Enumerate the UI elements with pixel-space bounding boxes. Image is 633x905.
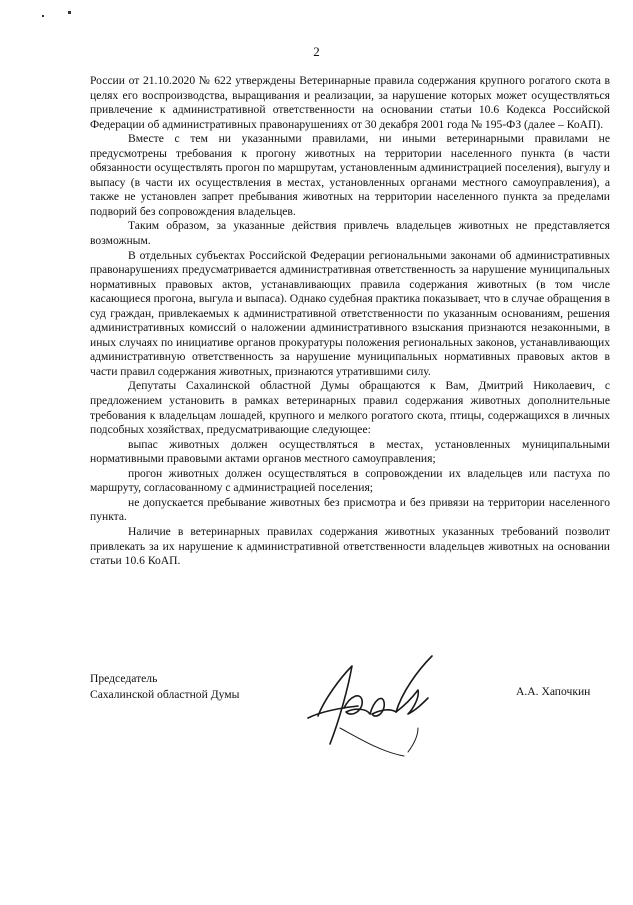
paragraph: Наличие в ветеринарных правилах содержания животных указанных требований позволит привлекать за их нарушение к административной ответственности владельцев животных на основании статьи 10.6 КоАП. <box>90 524 610 568</box>
letter-body <box>90 74 610 569</box>
paragraph: России от 21.10.2020 № 622 утверждены Ветеринарные правила содержания крупного рогатого скота в целях его воспроизводства, выращивания и реализации, за нарушение которых может осуществляться привлечение к административной ответственности на основании статьи 10.6 Кодекса Российской Федерации об административных правонарушениях от 30 декабря 2001 года № 195-ФЗ (далее – КоАП). <box>90 74 610 131</box>
paragraph: Таким образом, за указанные действия привлечь владельцев животных не представляется возможным. <box>90 219 610 248</box>
scan-speck <box>42 15 44 17</box>
paragraph: Вместе с тем ни указанными правилами, ни иными ветеринарными правилами не предусмотрены требования к прогону животных на территории населенного пункта (в части обязанности осуществлять прогон по маршрутам, установленным администрацией поселения), выгулу и выпасу (в части их осуществления в местах, установленных органами местного самоуправления), а также не установлен запрет пребывания животных на территории населенного пункта за пределами подворий без сопровождения владельцев. <box>90 132 610 218</box>
paragraph: В отдельных субъектах Российской Федерации региональными законами об административных правонарушениях предусматривается административная ответственность за нарушение муниципальных нормативных правовых актов, устанавливающих правила содержания животных (в том числе касающиеся прогона, выгула и выпаса). Однако судебная практика показывает, что в случае обращения в суд граждан, привлекаемых к административной ответственности по указанным основаниям, решения административных комиссий о наложении административного взыскания признаются незаконными, в иных случаях по инициативе органов прокуратуры положения региональных законов, устанавливающих административную ответственность за нарушение муниципальных нормативных правовых актов в части правил содержания животных, признаются утратившими силу. <box>90 248 610 378</box>
list-item: прогон животных должен осуществляться в сопровождении их владельцев или пастуха по маршруту, согласованному с администрацией поселения; <box>90 466 610 495</box>
list-item: не допускается пребывание животных без присмотра и без привязи на территории населенного пункта. <box>90 495 610 524</box>
signatory-title <box>90 671 239 702</box>
signatory-position: Председатель <box>90 672 158 685</box>
scan-speck <box>68 11 71 14</box>
page-number: 2 <box>313 44 320 59</box>
list-item: выпас животных должен осуществляться в местах, установленных муниципальными нормативными правовыми актами органов местного самоуправления; <box>90 437 610 466</box>
paragraph: Депутаты Сахалинской областной Думы обращаются к Вам, Дмитрий Николаевич, с предложением установить в рамках ветеринарных правил содержания животных дополнительные требования к владельцам лошадей, крупного и мелкого рогатого скота, птицы, содержащихся в личных подсобных хозяйствах, предусматривающие следующее: <box>90 379 610 437</box>
signatory-organization: Сахалинской областной Думы <box>90 687 240 701</box>
signatory-name: А.А. Хапочкин <box>516 685 591 698</box>
handwritten-signature <box>300 648 450 758</box>
